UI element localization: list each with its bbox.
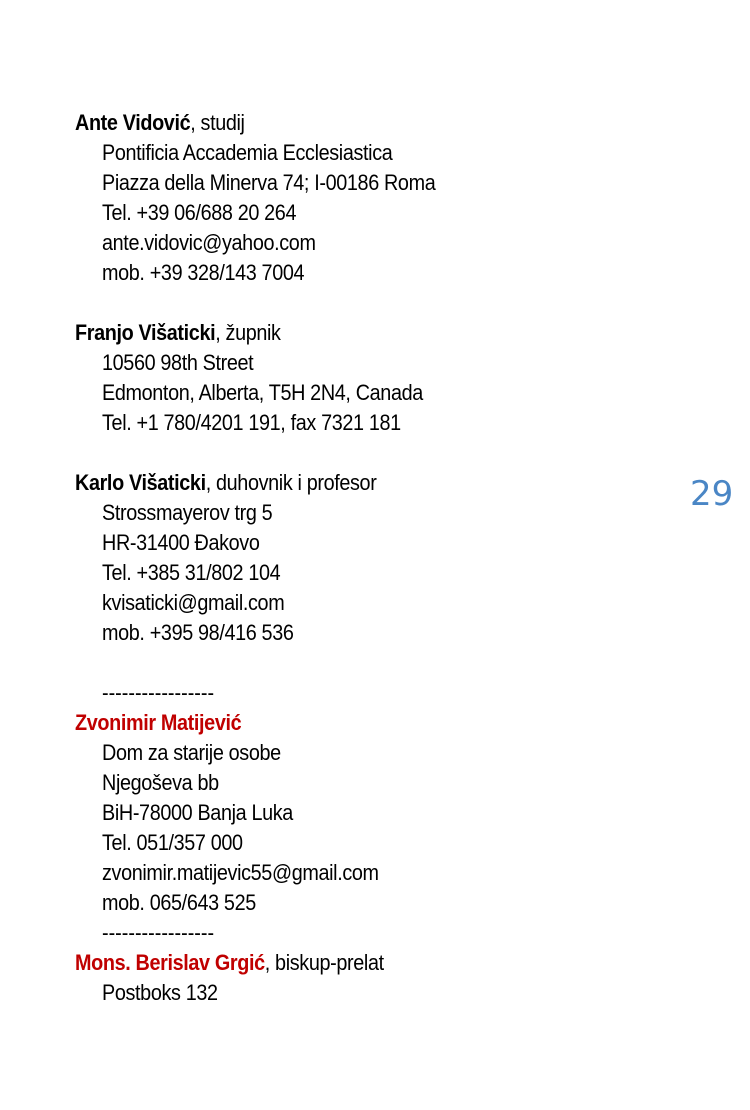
entry-name: Karlo Višaticki [75,470,206,495]
entry-name: Franjo Višaticki [75,320,216,345]
entry-role: , župnik [215,320,281,345]
entry-line: Postboks 132 [102,980,218,1005]
entry-heading [75,108,651,138]
spacer [75,288,651,318]
entry-heading [75,948,651,978]
entry-role: , duhovnik i profesor [205,470,377,495]
entry-role: , studij [190,110,245,135]
directory-entries [75,108,651,1008]
entry-line: HR-31400 Đakovo [102,530,260,555]
entry-name: Ante Vidović [75,110,191,135]
entry-line: 10560 98th Street [102,350,254,375]
entry-phone: Tel. +39 06/688 20 264 [102,200,297,225]
entry-berislav-grgic [75,948,651,1008]
entry-mobile: mob. +39 328/143 7004 [102,260,305,285]
entry-line: Njegoševa bb [102,770,219,795]
entry-role: , biskup-prelat [264,950,384,975]
entry-franjo-visaticki [75,318,651,438]
spacer [75,648,651,678]
page-number: 29 [690,474,734,514]
entry-line: BiH-78000 Banja Luka [102,800,293,825]
entry-zvonimir-matijevic [75,678,651,948]
entry-line: Pontificia Accademia Ecclesiastica [102,140,393,165]
entry-phone: Tel. +1 780/4201 191, fax 7321 181 [102,410,401,435]
entry-line: Dom za starije osobe [102,740,281,765]
entry-heading [75,318,651,348]
entry-mobile: mob. 065/643 525 [102,890,256,915]
separator-line: ----------------- [102,920,215,945]
entry-phone: Tel. +385 31/802 104 [102,560,281,585]
entry-email: ante.vidovic@yahoo.com [102,230,316,255]
separator-line: ----------------- [102,680,215,705]
entry-mobile: mob. +395 98/416 536 [102,620,294,645]
entry-ante-vidovic [75,108,651,288]
entry-line: Strossmayerov trg 5 [102,500,273,525]
entry-email: kvisaticki@gmail.com [102,590,285,615]
entry-heading [75,708,651,738]
entry-heading [75,468,651,498]
entry-phone: Tel. 051/357 000 [102,830,243,855]
entry-line: Piazza della Minerva 74; I-00186 Roma [102,170,436,195]
entry-name: Zvonimir Matijević [75,710,242,735]
entry-karlo-visaticki [75,468,651,648]
entry-email: zvonimir.matijevic55@gmail.com [102,860,379,885]
entry-name: Mons. Berislav Grgić [75,950,265,975]
spacer [75,438,651,468]
entry-line: Edmonton, Alberta, T5H 2N4, Canada [102,380,423,405]
